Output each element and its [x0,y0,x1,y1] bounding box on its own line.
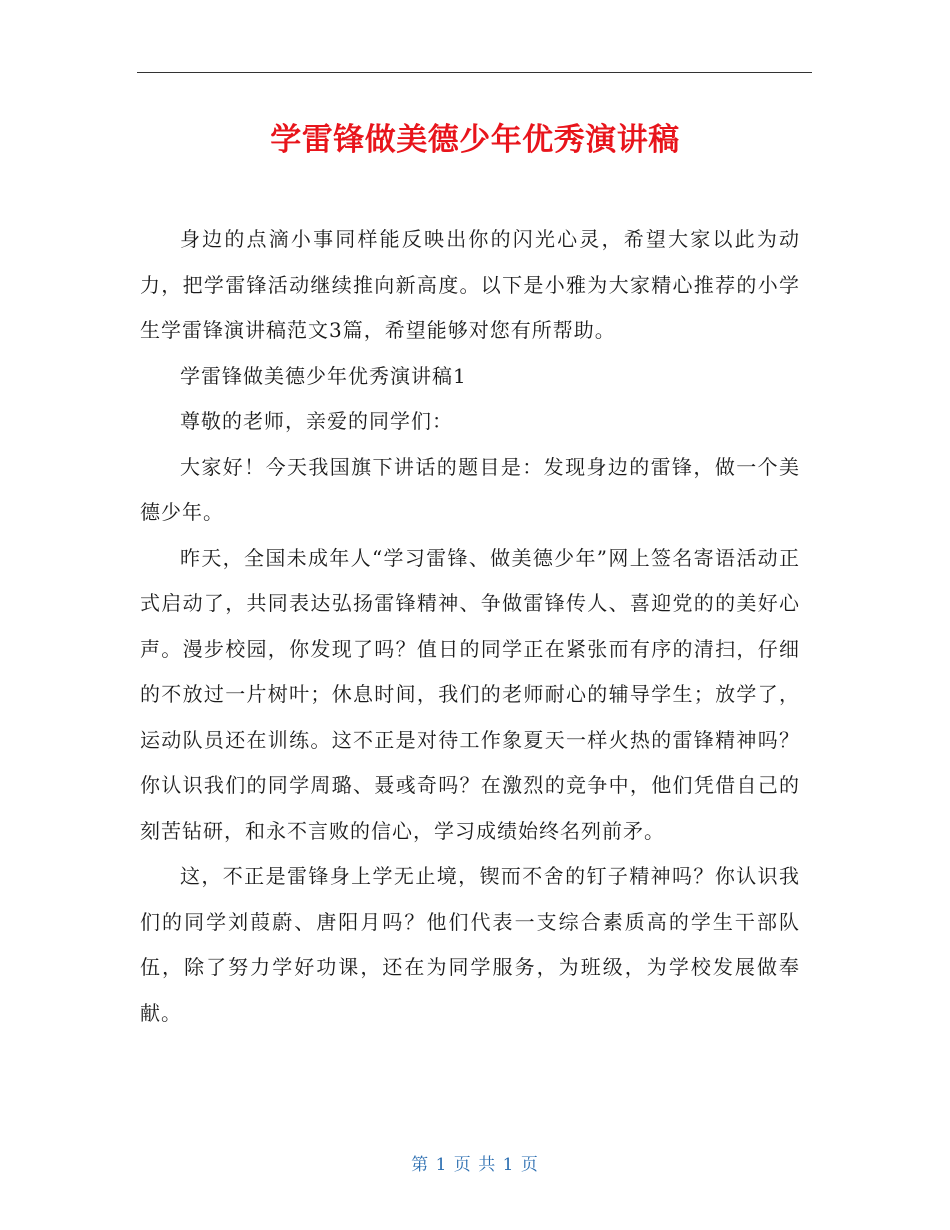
paragraph-greeting: 大家好！今天我国旗下讲话的题目是：发现身边的雷锋，做一个美德少年。 [140,454,800,524]
paragraph-section-heading: 学雷锋做美德少年优秀演讲稿1 [180,363,467,388]
page-number: 第 1 页 共 1 页 [411,1155,539,1175]
paragraph-intro: 身边的点滴小事同样能反映出你的闪光心灵，希望大家以此为动力，把学雷锋活动继续推向新高度。以下是小雅为大家精心推荐的小学生学雷锋演讲稿范文3篇，希望能够对您有所帮助。 [140,227,800,342]
document-body [140,217,800,1036]
header-divider [137,72,812,73]
paragraph-body-2: 这，不正是雷锋身上学无止境，锲而不舍的钉子精神吗？你认识我们的同学刘葭蔚、唐阳月吗？他们代表一支综合素质高的学生干部队伍，除了努力学好功课，还在为同学服务，为班级，为学校发展做奉献。 [140,864,800,1025]
paragraph-salutation: 尊敬的老师，亲爱的同学们： [180,409,453,433]
paragraph-body-1: 昨天，全国未成年人“学习雷锋、做美德少年”网上签名寄语活动正式启动了，共同表达弘扬雷锋精神、争做雷锋传人、喜迎党的的美好心声。漫步校园，你发现了吗？值日的同学正在紧张而有序的清扫，仔细的不放过一片树叶；休息时间，我们的老师耐心的辅导学生；放学了，运动队员还在训练。这不正是对待工作象夏天一样火热的雷锋精神吗？你认识我们的同学周璐、聂彧奇吗？在激烈的竞争中，他们凭借自己的刻苦钻研，和永不言败的信心，学习成绩始终名列前矛。 [140,545,800,843]
document-title: 学雷锋做美德少年优秀演讲稿 [270,122,680,158]
